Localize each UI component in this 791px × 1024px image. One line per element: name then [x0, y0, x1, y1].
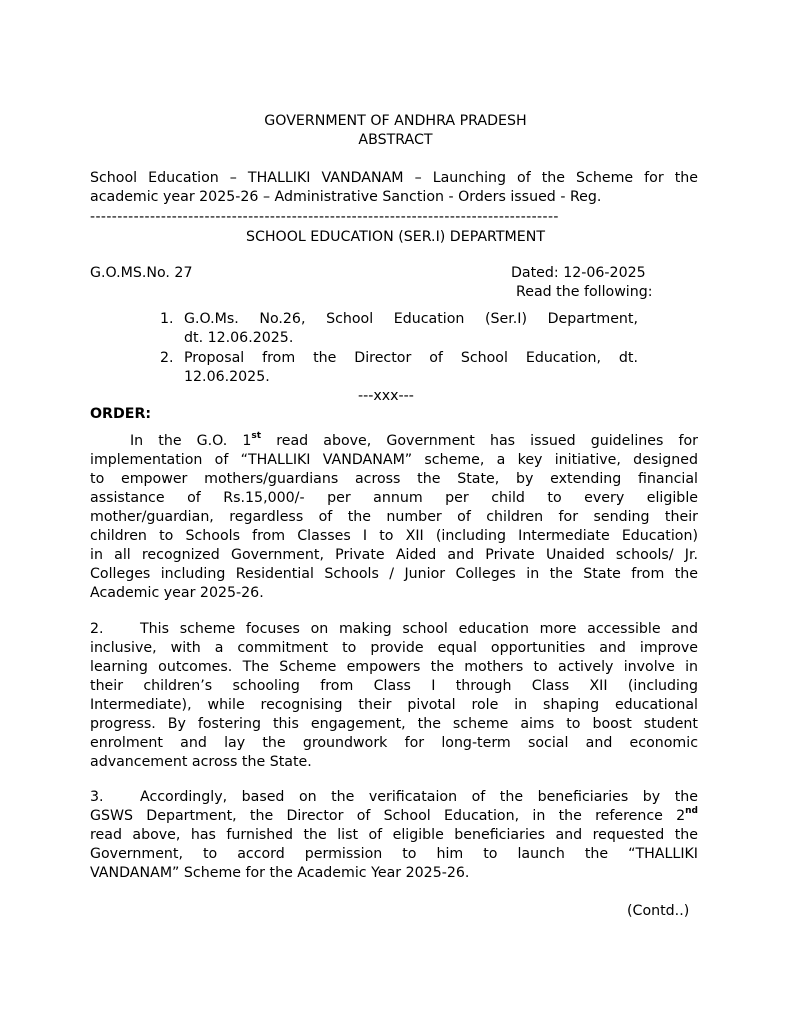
paragraph-line	[90, 807, 698, 826]
superscript: nd	[685, 806, 698, 816]
text-run: This scheme focuses on making school education more accessible and	[140, 621, 698, 637]
paragraph-line: progress. By fostering this engagement, the scheme aims to boost student	[90, 716, 698, 732]
paragraph-line: assistance of Rs.15,000/- per annum per child to every eligible	[90, 490, 698, 506]
reference-line: G.O.Ms. No.26, School Education (Ser.I) Department,	[184, 311, 638, 327]
xxx-divider: ---xxx---	[358, 388, 414, 404]
paragraph-line: implementation of “THALLIKI VANDANAM” scheme, a key initiative, designed	[90, 452, 698, 468]
order-paragraph-3	[90, 788, 698, 883]
reference-text	[184, 349, 638, 387]
subject	[90, 169, 698, 207]
reference-text	[184, 310, 638, 348]
subject-line: School Education – THALLIKI VANDANAM – Launching of the Scheme for the	[90, 170, 698, 186]
continued-label: (Contd..)	[627, 903, 690, 919]
reference-line: 12.06.2025.	[184, 369, 270, 385]
reference-number: 2.	[160, 350, 174, 366]
department-heading: SCHOOL EDUCATION (SER.I) DEPARTMENT	[245, 229, 546, 245]
paragraph-line: advancement across the State.	[90, 754, 312, 770]
government-heading: GOVERNMENT OF ANDHRA PRADESH	[264, 113, 527, 129]
paragraph-line: enrolment and lay the groundwork for long-term social and economic	[90, 735, 698, 751]
paragraph-line: read above, has furnished the list of eligible beneficiaries and requested the	[90, 827, 698, 843]
go-number: G.O.MS.No. 27	[90, 265, 193, 281]
paragraph-line: mother/guardian, regardless of the number of children for sending their	[90, 509, 698, 525]
paragraph-line	[90, 620, 698, 639]
text-run: read above, Government has issued guidelines for	[261, 433, 698, 449]
text-run: GSWS Department, the Director of School Education, in the reference 2	[90, 808, 686, 824]
order-paragraph-2	[90, 620, 698, 772]
paragraph-line: to empower mothers/guardians across the State, by extending financial	[90, 471, 698, 487]
paragraph-line: Intermediate), while recognising their pivotal role in shaping educational	[90, 697, 698, 713]
go-date: Dated: 12-06-2025	[511, 265, 646, 281]
reference-line: dt. 12.06.2025.	[184, 330, 294, 346]
read-following: Read the following:	[516, 284, 653, 300]
separator-line: --------------------------------------------------------------------------------------	[90, 209, 559, 225]
order-heading: ORDER:	[90, 406, 152, 422]
reference-line: Proposal from the Director of School Education, dt.	[184, 350, 638, 366]
paragraph-line: their children’s schooling from Class I through Class XII (including	[90, 678, 698, 694]
order-paragraph-1	[90, 432, 698, 603]
text-run: In the G.O. 1	[130, 433, 252, 449]
paragraph-line	[90, 432, 698, 451]
paragraph-number: 3.	[90, 789, 104, 805]
paragraph-line: inclusive, with a commitment to provide equal opportunities and improve	[90, 640, 698, 656]
paragraph-line: learning outcomes. The Scheme empowers the mothers to actively involve in	[90, 659, 698, 675]
paragraph-line	[90, 788, 698, 807]
abstract-heading: ABSTRACT	[358, 132, 433, 148]
superscript: st	[251, 431, 262, 441]
text-run: Accordingly, based on the verificataion of the beneficiaries by the	[140, 789, 698, 805]
subject-line: academic year 2025-26 – Administrative Sanction - Orders issued - Reg.	[90, 189, 602, 205]
paragraph-line: VANDANAM” Scheme for the Academic Year 2025-26.	[90, 865, 470, 881]
paragraph-line: children to Schools from Classes I to XII (including Intermediate Education)	[90, 528, 698, 544]
paragraph-number: 2.	[90, 621, 104, 637]
paragraph-line: Colleges including Residential Schools / Junior Colleges in the State from the	[90, 566, 698, 582]
paragraph-line: in all recognized Government, Private Aided and Private Unaided schools/ Jr.	[90, 547, 698, 563]
paragraph-line: Government, to accord permission to him to launch the “THALLIKI	[90, 846, 698, 862]
paragraph-line: Academic year 2025-26.	[90, 585, 264, 601]
reference-number: 1.	[160, 311, 174, 327]
